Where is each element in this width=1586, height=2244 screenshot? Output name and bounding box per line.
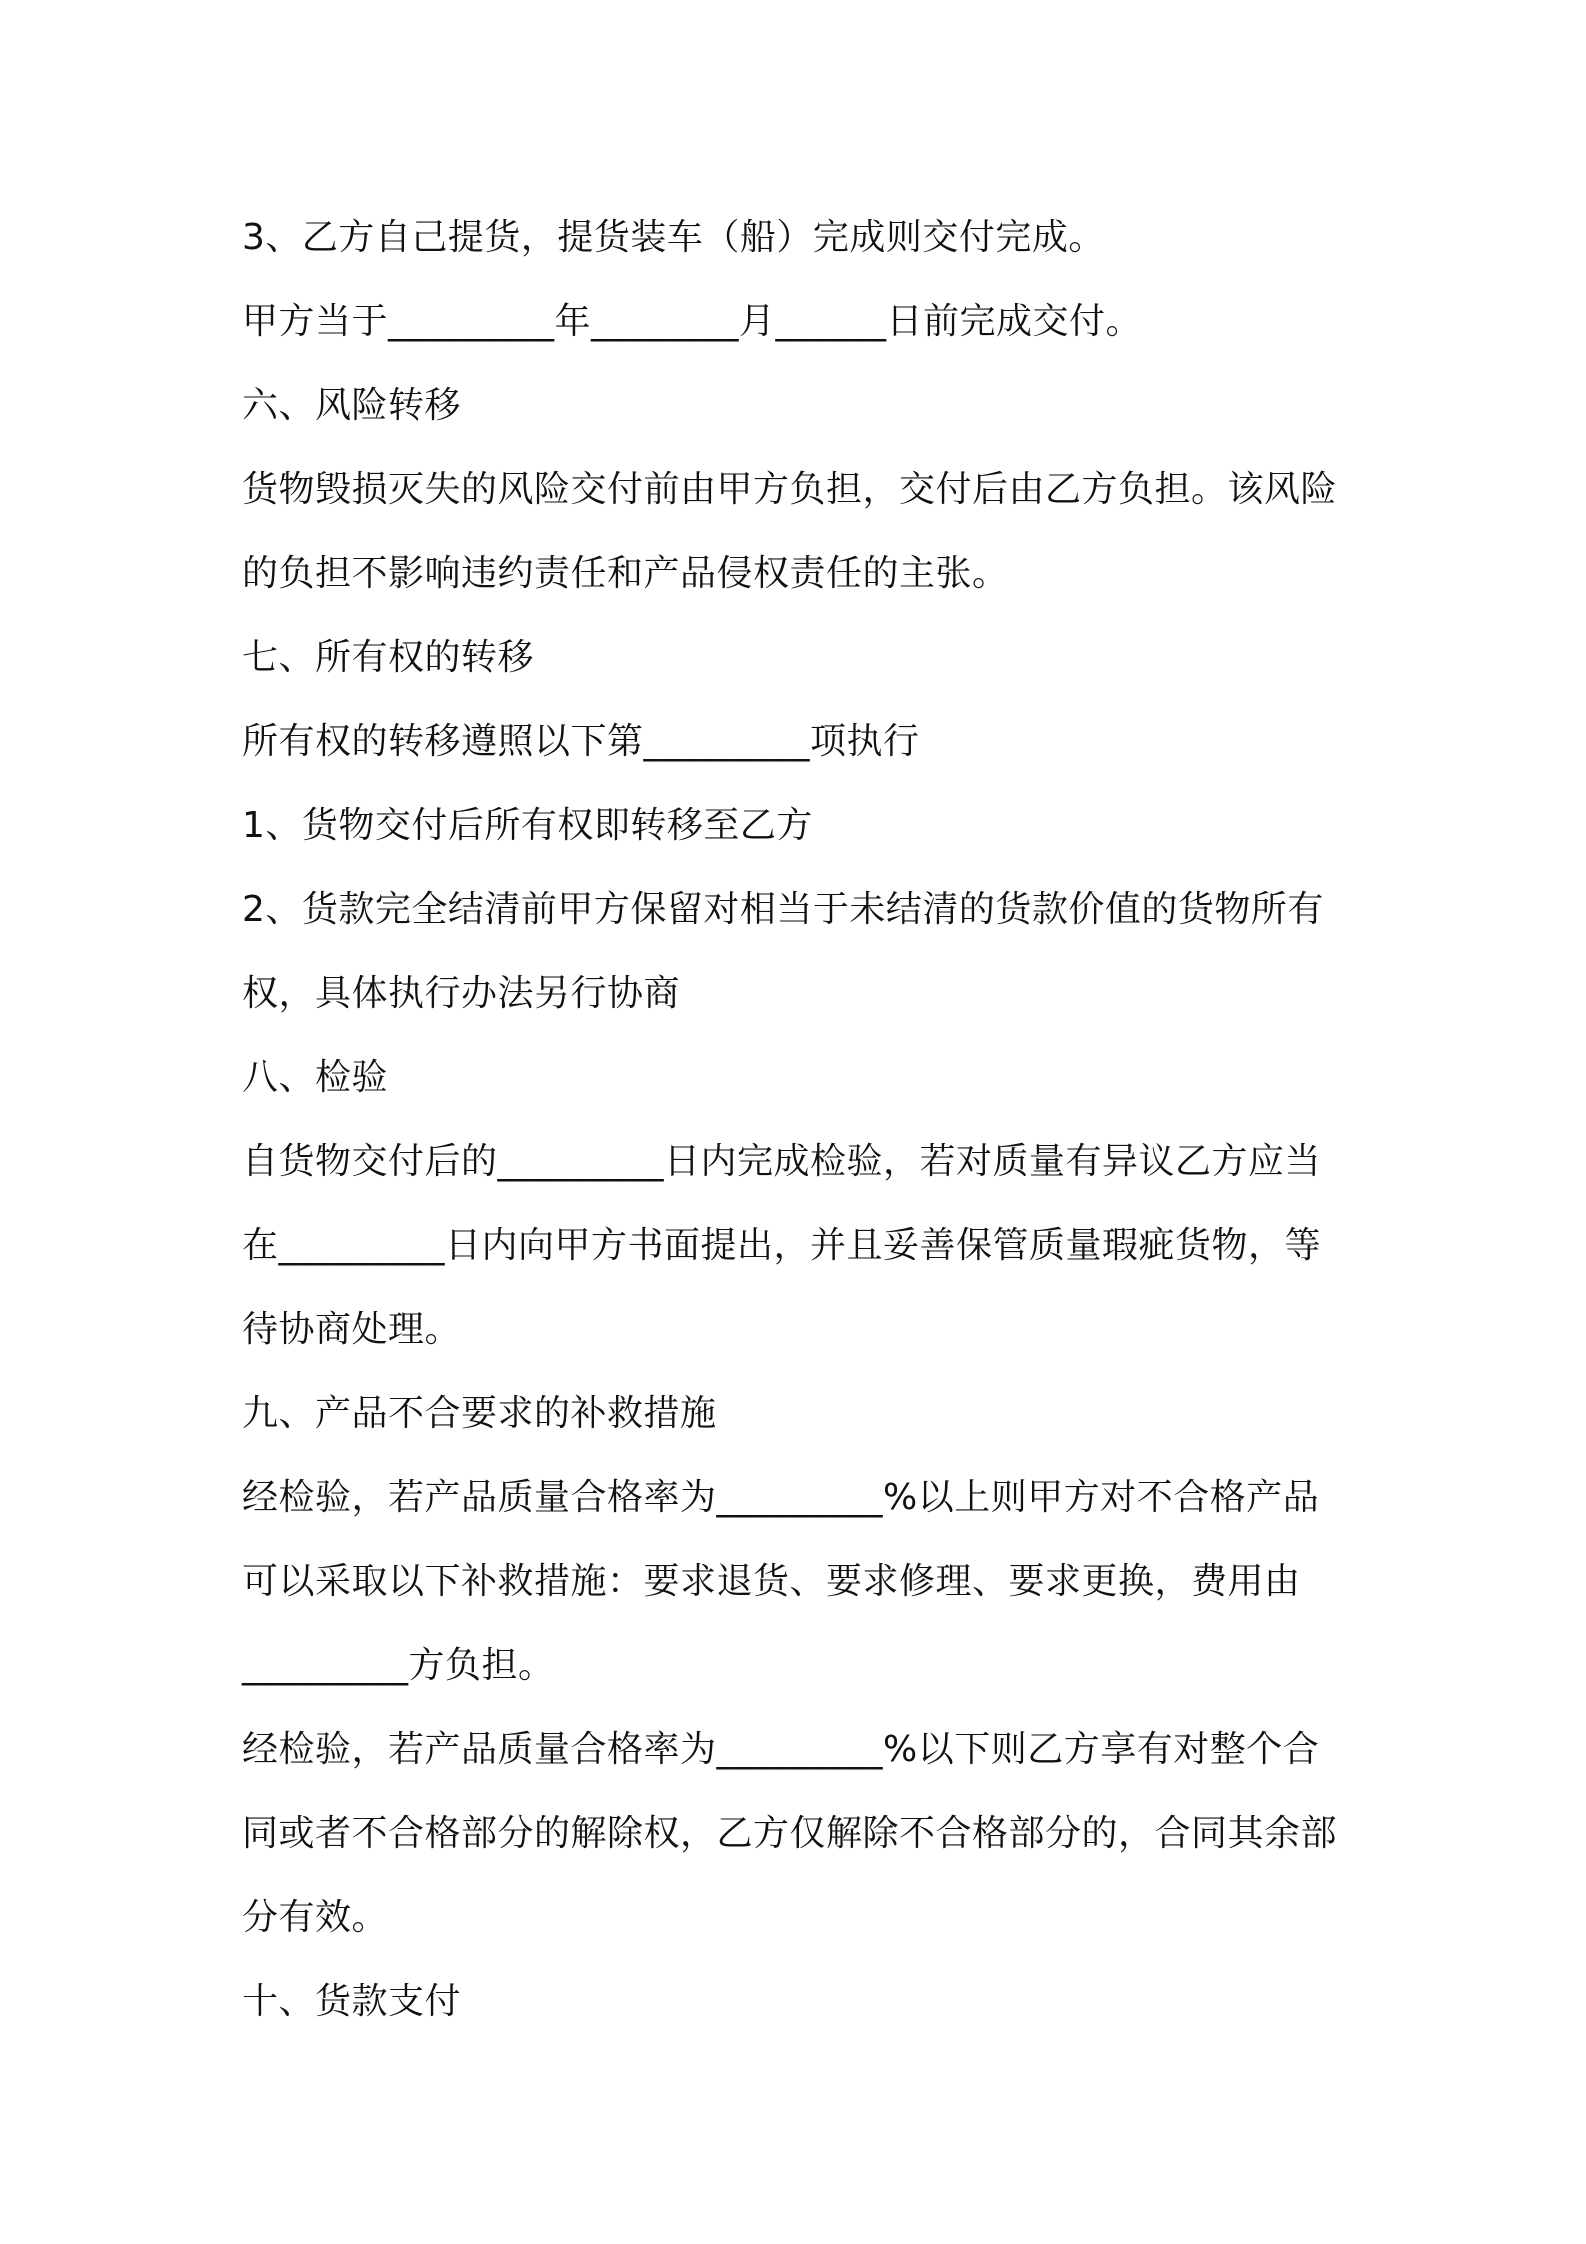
remedies-text: 经检验，若产品质量合格率为_________%以上则甲方对不合格产品 [242, 1477, 1320, 1518]
remedies-text: 可以采取以下补救措施：要求退货、要求修理、要求更换，费用由 [242, 1561, 1301, 1602]
section-heading-remedies: 九、产品不合要求的补救措施 [242, 1393, 717, 1434]
termination-text: 经检验，若产品质量合格率为_________%以下则乙方享有对整个合 [242, 1729, 1320, 1770]
section-heading-ownership-transfer: 七、所有权的转移 [242, 637, 535, 678]
document-body [242, 196, 1360, 2044]
termination-text: 分有效。 [242, 1897, 389, 1938]
termination-text: 同或者不合格部分的解除权，乙方仅解除不合格部分的，合同其余部 [242, 1813, 1338, 1854]
remedies-text: _________方负担。 [242, 1645, 555, 1686]
section-heading-inspection: 八、检验 [242, 1057, 389, 1098]
risk-transfer-text: 货物毁损灭失的风险交付前由甲方负担，交付后由乙方负担。该风险 [242, 469, 1338, 510]
section-heading-risk-transfer: 六、风险转移 [242, 385, 462, 426]
inspection-text: 待协商处理。 [242, 1309, 462, 1350]
ownership-option-1: 1、货物交付后所有权即转移至乙方 [242, 805, 813, 846]
ownership-option-2: 2、货款完全结清前甲方保留对相当于未结清的货款价值的货物所有 [242, 889, 1324, 930]
delivery-clause-item-3: 3、乙方自己提货，提货装车（船）完成则交付完成。 [242, 217, 1105, 258]
inspection-text: 在_________日内向甲方书面提出，并且妥善保管质量瑕疵货物，等 [242, 1225, 1322, 1266]
inspection-text: 自货物交付后的_________日内完成检验，若对质量有异议乙方应当 [242, 1141, 1322, 1182]
ownership-transfer-text: 所有权的转移遵照以下第_________项执行 [242, 721, 920, 762]
delivery-deadline: 甲方当于_________年________月______日前完成交付。 [242, 301, 1143, 342]
risk-transfer-text: 的负担不影响违约责任和产品侵权责任的主张。 [242, 553, 1009, 594]
ownership-option-2: 权，具体执行办法另行协商 [242, 973, 681, 1014]
section-heading-payment: 十、货款支付 [242, 1981, 462, 2022]
